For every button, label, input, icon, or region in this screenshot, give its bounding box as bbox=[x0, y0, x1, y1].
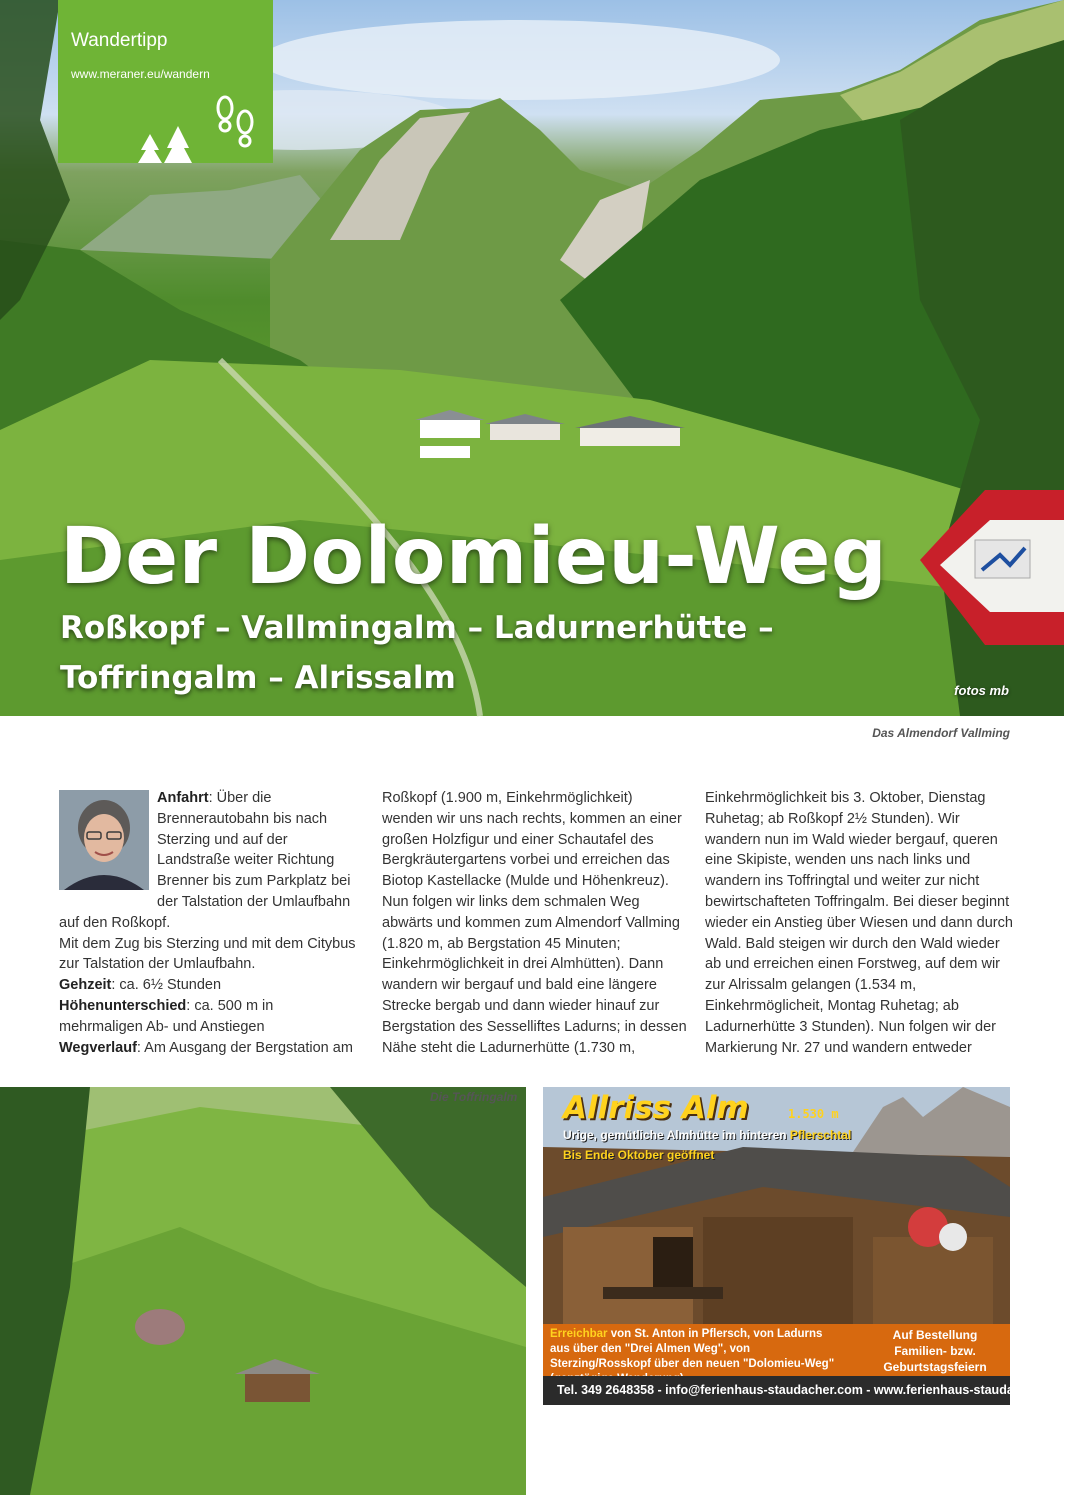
hero-photo bbox=[0, 0, 1064, 716]
wandertipp-badge bbox=[58, 0, 273, 163]
column-3-text: Einkehrmöglichkeit bis 3. Oktober, Dienstag Ruhetag; ab Roßkopf 2½ Stunden). Wir wandern nun im Wald wieder bergauf, queren eine Skipiste, wenden uns nach links und wandern ins Toffringtal und weiter zur nicht bewirtschafteten Toffringalm. Bei dieser beginnt wieder ein Anstieg über Wiesen und dann durch Wald. Bald steigen wir durch den Wald wieder ab und erreichen einen Forstweg, auf dem wir zur Alrissalm gelangen (1.534 m, Einkehrmöglicheit, Montag Ruhetag; ab Ladurnerhütte 3 Stunden). Nun folgen wir der Markierung Nr. 27 und wandern entweder bbox=[705, 790, 1013, 1056]
text-hoehenunterschied: : ca. 500 m in mehrmaligen Ab- und Anstiegen bbox=[59, 997, 274, 1035]
text-wegverlauf: : Am Ausgang der Bergstation am bbox=[136, 1039, 353, 1056]
article-subtitle-line2: Toffringalm – Alrissalm bbox=[60, 660, 456, 696]
ad-title: Allriss Alm bbox=[563, 1090, 749, 1126]
ad-order-line2: Familien- bzw. bbox=[894, 1344, 976, 1358]
footprints-icon bbox=[213, 94, 259, 152]
hero-caption: Das Almendorf Vallming bbox=[872, 726, 1010, 740]
label-anfahrt: Anfahrt bbox=[157, 790, 209, 806]
badge-url[interactable]: www.meraner.eu/wandern bbox=[71, 67, 210, 81]
ad-reach-body: von St. Anton in Pflersch, von Ladurns aus über den "Drei Almen Weg", von Sterzing/Rosskopf über den neuen "Dolomieu-Weg" bbox=[550, 1328, 835, 1370]
article-title: Der Dolomieu-Weg bbox=[60, 512, 888, 602]
ad-reach-label: Erreichbar bbox=[550, 1328, 608, 1340]
article-column-2 bbox=[382, 788, 687, 1058]
allriss-alm-ad[interactable] bbox=[543, 1087, 1069, 1405]
text-zug: Mit dem Zug bis Sterzing und mit dem Citybus zur Talstation der Umlaufbahn. bbox=[59, 935, 356, 973]
ad-contact[interactable]: Tel. 349 2648358 - info@ferienhaus-staudacher.com - www.ferienhaus-staudacher.com bbox=[557, 1383, 1069, 1397]
badge-label: Wandertipp bbox=[71, 30, 168, 51]
ad-order-line3: Geburtstagsfeiern bbox=[883, 1360, 987, 1374]
photo-credit: fotos mb bbox=[954, 683, 1009, 698]
ad-altitude: 1.530 m bbox=[788, 1107, 839, 1121]
ad-tagline-text: Urige, gemütliche Almhütte im hinteren bbox=[563, 1128, 790, 1142]
ad-tagline bbox=[563, 1128, 851, 1142]
text-anfahrt: : Über die Brennerautobahn bis nach Sterzing und auf der Landstraße weiter Richtung Brenner bis zum Parkplatz bei der Talstation der Umlaufbahn auf den Roßkopf. bbox=[59, 790, 351, 931]
pine-trees-icon bbox=[138, 120, 198, 163]
toffringalm-caption: Die Toffringalm bbox=[430, 1090, 518, 1104]
author-portrait bbox=[59, 790, 149, 890]
article-column-3 bbox=[705, 788, 1015, 1058]
label-gehzeit: Gehzeit bbox=[59, 977, 112, 994]
ad-order-line1: Auf Bestellung bbox=[892, 1328, 978, 1342]
label-wegverlauf: Wegverlauf bbox=[59, 1039, 137, 1056]
ad-tagline-highlight: Pflerschtal bbox=[789, 1128, 852, 1142]
article-column-1 bbox=[59, 788, 361, 1058]
column-2-text: Roßkopf (1.900 m, Einkehrmöglichkeit) wenden wir uns nach rechts, kommen an einer großen Holzfigur und einer Schautafel des Bergkräutergartens vorbei und erreichen das Biotop Kastellacke (Mulde und Höhenkreuz). Nun folgen wir links dem schmalen Weg abwärts und kommen zum Almendorf Vallming (1.820 m, ab Bergstation 45 Minuten; Einkehrmöglichkeit in drei Almhütten). Dann wandern wir bergauf und bald eine längere Strecke bergab und dann wieder hinauf zur Bergstation des Sesselliftes Ladurns; in dessen Nähe steht die Ladurnerhütte (1.730 m, bbox=[382, 790, 687, 1056]
ad-opening: Bis Ende Oktober geöffnet bbox=[563, 1148, 715, 1162]
article-subtitle-line1: Roßkopf – Vallmingalm – Ladurnerhütte – bbox=[60, 610, 774, 646]
text-gehzeit: : ca. 6½ Stunden bbox=[111, 977, 222, 994]
toffringalm-photo bbox=[0, 1087, 526, 1495]
ad-order-text bbox=[870, 1327, 1000, 1375]
label-hoehenunterschied: Höhenunterschied bbox=[59, 997, 187, 1014]
meadow-slope-image bbox=[0, 1087, 526, 1495]
